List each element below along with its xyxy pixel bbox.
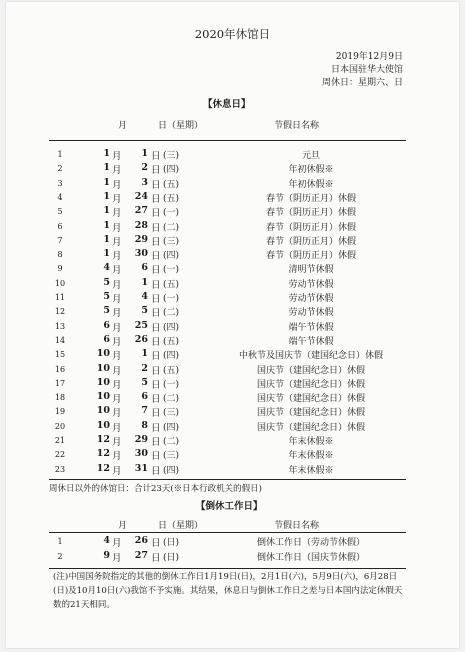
holiday-name: 年末休假※ xyxy=(288,465,334,476)
month-value: 1 xyxy=(103,233,110,245)
holidays-section-title: 【休息日】 xyxy=(203,99,251,110)
day-value: 5 xyxy=(141,305,148,317)
month-value: 4 xyxy=(103,262,110,274)
row-number: 7 xyxy=(57,235,63,245)
day-value: 1 xyxy=(141,148,148,159)
weekday: (三) xyxy=(163,236,180,247)
table-row xyxy=(0,177,465,192)
table-row xyxy=(0,320,465,335)
holiday-name: 年末休假※ xyxy=(288,437,334,447)
workdays-col-name: 节假日名称 xyxy=(274,521,320,531)
table-row xyxy=(0,220,465,235)
day-value: 30 xyxy=(134,448,148,460)
day-value: 25 xyxy=(134,319,148,331)
table-row xyxy=(0,434,465,449)
day-unit: 日 xyxy=(151,265,161,277)
day-value: 6 xyxy=(141,262,148,274)
day-value: 24 xyxy=(134,190,148,202)
table-row xyxy=(0,191,465,206)
table-row xyxy=(0,291,465,306)
day-unit: 日 xyxy=(151,294,161,305)
holiday-name: 元旦 xyxy=(301,151,320,161)
holidays-col-month: 月 xyxy=(118,121,128,131)
month-unit: 月 xyxy=(112,336,122,348)
weekday: (五) xyxy=(163,279,180,290)
day-value: 29 xyxy=(134,233,148,245)
holiday-name: 端午节休假 xyxy=(288,336,334,347)
table-row xyxy=(0,550,465,565)
row-number: 1 xyxy=(57,150,63,159)
table-row xyxy=(0,262,465,277)
holidays-col-name: 节假日名称 xyxy=(274,121,320,131)
month-unit: 月 xyxy=(112,351,122,363)
month-unit: 月 xyxy=(112,365,122,377)
holiday-name: 中秋节及国庆节（建国纪念日）休假 xyxy=(238,351,383,362)
row-number: 21 xyxy=(54,436,66,445)
month-unit: 月 xyxy=(112,208,122,220)
month-value: 1 xyxy=(103,205,110,217)
row-number: 22 xyxy=(54,450,66,460)
workdays-col-month: 月 xyxy=(118,521,128,531)
holidays-summary: 周休日以外的休馆日：合计23天(※日本行政机关的假日) xyxy=(49,484,262,494)
row-number: 19 xyxy=(54,407,66,417)
weekday: (五) xyxy=(163,193,180,204)
holiday-name: 国庆节（建国纪念日）休假 xyxy=(256,422,365,433)
month-value: 4 xyxy=(103,535,110,546)
day-value: 6 xyxy=(141,391,148,403)
month-value: 1 xyxy=(103,248,110,260)
month-unit: 月 xyxy=(112,193,122,205)
row-number: 12 xyxy=(54,307,66,317)
day-unit: 日 xyxy=(151,379,161,391)
day-unit: 日 xyxy=(151,193,161,205)
day-value: 4 xyxy=(141,291,148,302)
day-unit: 日 xyxy=(151,179,161,191)
day-value: 31 xyxy=(134,462,148,474)
weekday: (四) xyxy=(163,322,180,333)
month-unit: 月 xyxy=(112,279,122,291)
holiday-name: 国庆节（建国纪念日）休假 xyxy=(256,394,365,405)
day-value: 1 xyxy=(141,348,148,360)
month-value: 1 xyxy=(103,176,110,188)
weekday: (日) xyxy=(163,553,180,563)
workdays-col-day: 日（星期） xyxy=(158,521,204,531)
month-value: 1 xyxy=(103,148,110,159)
day-unit: 日 xyxy=(151,165,161,177)
weekday: (日) xyxy=(163,538,180,548)
day-unit: 日 xyxy=(151,236,161,248)
holiday-name: 劳动节休假 xyxy=(288,308,334,319)
table-row xyxy=(0,535,465,550)
day-unit: 日 xyxy=(151,308,161,320)
workdays-bottom-rule xyxy=(49,568,406,569)
weekday: (四) xyxy=(163,165,180,176)
holiday-name: 国庆节（建国纪念日）休假 xyxy=(256,365,365,376)
month-unit: 月 xyxy=(112,465,122,477)
month-unit: 月 xyxy=(112,236,122,248)
holiday-name: 春节（阴历正月）休假 xyxy=(265,251,356,262)
row-number: 20 xyxy=(54,421,66,431)
table-row xyxy=(0,234,465,249)
day-unit: 日 xyxy=(151,394,161,406)
row-number: 9 xyxy=(57,264,63,274)
holiday-name: 国庆节（建国纪念日）休假 xyxy=(256,379,365,390)
holiday-name: 春节（阴历正月）休假 xyxy=(265,208,356,219)
month-value: 1 xyxy=(103,219,110,231)
table-row xyxy=(0,162,465,177)
weekday: (一) xyxy=(163,294,180,304)
weekday: (二) xyxy=(163,437,180,447)
day-value: 29 xyxy=(134,434,148,445)
weekday: (三) xyxy=(163,151,180,161)
month-unit: 月 xyxy=(112,165,122,177)
day-value: 5 xyxy=(141,376,148,388)
table-row xyxy=(0,420,465,435)
weekday: (二) xyxy=(163,308,180,319)
table-row xyxy=(0,363,465,378)
month-value: 10 xyxy=(96,348,110,360)
day-unit: 日 xyxy=(151,408,161,420)
issuer: 日本国驻华大使馆 xyxy=(330,65,403,75)
month-value: 10 xyxy=(96,405,110,417)
weekday: (三) xyxy=(163,408,180,419)
table-row xyxy=(0,405,465,420)
row-number: 8 xyxy=(57,250,63,260)
weekday: (五) xyxy=(163,365,180,376)
month-value: 1 xyxy=(103,190,110,202)
weekday: (四) xyxy=(163,251,180,262)
page-title: 2020年休馆日 xyxy=(194,27,271,41)
table-row xyxy=(0,305,465,320)
day-value: 26 xyxy=(134,535,148,546)
month-unit: 月 xyxy=(112,451,122,463)
month-value: 10 xyxy=(96,391,110,403)
weekly-holiday: 周休日：星期六、日 xyxy=(321,78,403,88)
workdays-header-rule xyxy=(49,532,406,533)
day-unit: 日 xyxy=(151,451,161,463)
row-number: 16 xyxy=(54,364,66,374)
weekday: (二) xyxy=(163,222,180,233)
day-unit: 日 xyxy=(151,208,161,220)
workdays-section-title: 【倒休工作日】 xyxy=(196,501,263,512)
holiday-name: 年初休假※ xyxy=(288,165,334,176)
month-value: 10 xyxy=(96,376,110,388)
issue-date: 2019年12月9日 xyxy=(335,52,403,62)
weekday: (一) xyxy=(163,265,180,276)
weekday: (五) xyxy=(163,336,180,347)
holidays-header-rule xyxy=(49,140,406,141)
row-number: 2 xyxy=(57,552,63,561)
row-number: 11 xyxy=(54,293,66,302)
weekday: (四) xyxy=(163,422,180,433)
month-value: 6 xyxy=(103,333,110,345)
month-unit: 月 xyxy=(112,294,122,305)
day-value: 28 xyxy=(134,219,148,231)
weekday: (一) xyxy=(163,208,180,219)
day-unit: 日 xyxy=(151,251,161,263)
row-number: 3 xyxy=(57,178,63,188)
month-unit: 月 xyxy=(112,538,122,549)
day-unit: 日 xyxy=(151,465,161,477)
row-number: 4 xyxy=(57,192,63,202)
weekday: (一) xyxy=(163,379,180,390)
day-value: 27 xyxy=(134,550,148,561)
table-row xyxy=(0,448,465,463)
month-unit: 月 xyxy=(112,408,122,420)
day-value: 7 xyxy=(141,405,148,417)
weekday: (三) xyxy=(163,451,180,462)
table-row xyxy=(0,277,465,292)
row-number: 6 xyxy=(57,221,63,231)
holidays-bottom-rule xyxy=(49,479,406,480)
day-value: 27 xyxy=(134,205,148,217)
table-row xyxy=(0,334,465,349)
month-value: 12 xyxy=(96,448,110,460)
row-number: 14 xyxy=(54,335,66,345)
month-unit: 月 xyxy=(112,308,122,320)
holiday-name: 端午节休假 xyxy=(288,322,334,333)
month-value: 5 xyxy=(103,305,110,317)
month-value: 10 xyxy=(96,362,110,374)
holiday-name: 春节（阴历正月）休假 xyxy=(265,236,356,247)
day-unit: 日 xyxy=(151,222,161,234)
month-unit: 月 xyxy=(112,322,122,334)
day-value: 2 xyxy=(141,162,148,174)
row-number: 2 xyxy=(57,164,63,174)
day-value: 1 xyxy=(141,276,148,288)
holiday-name: 清明节休假 xyxy=(288,265,334,276)
holiday-name: 国庆节（建国纪念日）休假 xyxy=(256,408,365,419)
day-value: 30 xyxy=(134,248,148,260)
month-unit: 月 xyxy=(112,265,122,277)
day-unit: 日 xyxy=(151,351,161,363)
month-unit: 月 xyxy=(112,179,122,191)
month-value: 1 xyxy=(103,162,110,174)
month-value: 9 xyxy=(103,550,110,561)
day-value: 8 xyxy=(141,419,148,431)
row-number: 17 xyxy=(54,378,66,388)
day-unit: 日 xyxy=(151,322,161,334)
weekday: (四) xyxy=(163,351,180,362)
table-row xyxy=(0,248,465,263)
holidays-col-day: 日（星期） xyxy=(158,121,204,131)
month-unit: 月 xyxy=(112,251,122,263)
weekday: (五) xyxy=(163,179,180,190)
day-unit: 日 xyxy=(151,336,161,348)
holiday-name: 春节（阴历正月）休假 xyxy=(265,222,356,233)
weekday: (四) xyxy=(163,465,180,476)
day-unit: 日 xyxy=(151,365,161,377)
day-unit: 日 xyxy=(151,553,161,564)
row-number: 10 xyxy=(54,278,66,288)
holiday-name: 劳动节休假 xyxy=(288,279,334,290)
month-unit: 月 xyxy=(112,151,122,162)
row-number: 1 xyxy=(57,537,63,546)
holiday-name: 劳动节休假 xyxy=(288,294,334,304)
row-number: 13 xyxy=(54,321,66,331)
month-unit: 月 xyxy=(112,422,122,434)
month-unit: 月 xyxy=(112,222,122,234)
day-value: 2 xyxy=(141,362,148,374)
footnote: (注)中国国务院指定的其他的倒休工作日1月19日(日)，2月1日(六)，5月9日(六)，6月28日(日)及10月10日(六)我馆不予实施。其结果，休息日与倒休工作日之差与日本国内法定休假天数的21天相同。 xyxy=(53,572,403,610)
holiday-name: 年初休假※ xyxy=(288,179,334,190)
weekday: (二) xyxy=(163,394,180,405)
table-row xyxy=(0,391,465,406)
day-value: 26 xyxy=(134,333,148,345)
day-value: 3 xyxy=(141,176,148,188)
month-unit: 月 xyxy=(112,379,122,391)
holiday-name: 倒休工作日（劳动节休假） xyxy=(256,538,365,548)
holiday-name: 年末休假※ xyxy=(288,451,334,462)
table-row xyxy=(0,377,465,392)
month-unit: 月 xyxy=(112,553,122,564)
row-number: 5 xyxy=(57,207,63,217)
month-value: 12 xyxy=(96,434,110,445)
month-value: 10 xyxy=(96,419,110,431)
row-number: 18 xyxy=(54,393,66,403)
holiday-name: 倒休工作日（国庆节休假） xyxy=(256,553,365,563)
table-row xyxy=(0,463,465,478)
row-number: 23 xyxy=(54,464,66,474)
day-unit: 日 xyxy=(151,437,161,448)
month-value: 5 xyxy=(103,276,110,288)
month-value: 6 xyxy=(103,319,110,331)
table-row xyxy=(0,205,465,220)
day-unit: 日 xyxy=(151,151,161,162)
holiday-name: 春节（阴历正月）休假 xyxy=(265,193,356,204)
month-unit: 月 xyxy=(112,394,122,406)
month-unit: 月 xyxy=(112,437,122,448)
table-row xyxy=(0,148,465,163)
table-row xyxy=(0,348,465,363)
day-unit: 日 xyxy=(151,422,161,434)
day-unit: 日 xyxy=(151,279,161,291)
day-unit: 日 xyxy=(151,538,161,549)
month-value: 5 xyxy=(103,291,110,302)
month-value: 12 xyxy=(96,462,110,474)
row-number: 15 xyxy=(54,350,66,360)
